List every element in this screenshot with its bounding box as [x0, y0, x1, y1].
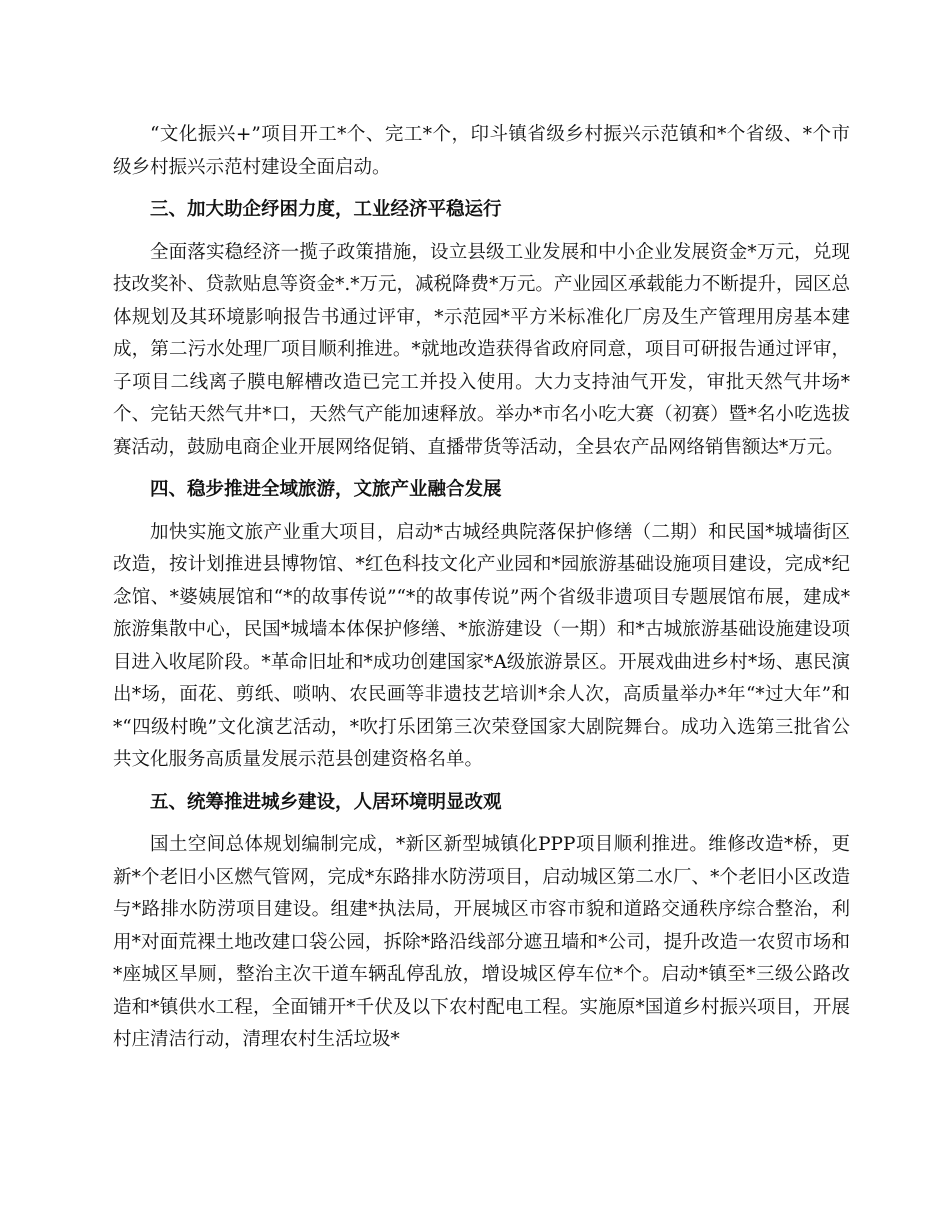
paragraph-cultural-tourism: 加快实施文旅产业重大项目，启动*古城经典院落保护修缮（二期）和民国*城墙街区改造，按计划推进县博物馆、*红色科技文化产业园和*园旅游基础设施项目建设，完成*纪念馆、*婆姨展馆和“*的故事传说”“*的故事传说”两个省级非遗项目专题展馆布展，建成*旅游集散中心，民国*城墙本体保护修缮、*旅游建设（一期）和*古城旅游基础设施建设项目进入收尾阶段。*革命旧址和*成功创建国家*A级旅游景区。开展戏曲进乡村*场、惠民演出*场，面花、剪纸、唢呐、农民画等非遗技艺培训*余人次，高质量举办*年“*过大年”和*“四级村晚”文化演艺活动，*吹打乐团第三次荣登国家大剧院舞台。成功入选第三批省公共文化服务高质量发展示范县创建资格名单。 [113, 521, 850, 770]
paragraph-culture-revival-continued: “文化振兴+”项目开工*个、完工*个，印斗镇省级乡村振兴示范镇和*个省级、*个市级乡村振兴示范村建设全面启动。 [113, 124, 850, 178]
section-heading-3: 三、加大助企纾困力度，工业经济平稳运行 [150, 199, 502, 220]
section-heading-4: 四、稳步推进全域旅游，文旅产业融合发展 [150, 479, 502, 500]
paragraph-industrial-economy: 全面落实稳经济一揽子政策措施，设立县级工业发展和中小企业发展资金*万元，兑现技改奖补、贷款贴息等资金*.*万元，减税降费*万元。产业园区承载能力不断提升，园区总体规划及其环境影响报告书通过评审，*示范园*平方米标准化厂房及生产管理用房基本建成，第二污水处理厂项目顺利推进。*就地改造获得省政府同意，项目可研报告通过评审，子项目二线离子膜电解槽改造已完工并投入使用。大力支持油气开发，审批天然气井场*个、完钻天然气井*口，天然气产能加速释放。举办*市名小吃大赛（初赛）暨*名小吃选拔赛活动，鼓励电商企业开展网络促销、直播带货等活动，全县农产品网络销售额达*万元。 [113, 241, 850, 458]
paragraph-urban-rural-construction: 国土空间总体规划编制完成，*新区新型城镇化PPP项目顺利推进。维修改造*桥，更新*个老旧小区燃气管网，完成*东路排水防涝项目，启动城区第二水厂、*个老旧小区改造与*路排水防涝项目建设。组建*执法局，开展城区市容市貌和道路交通秩序综合整治，利用*对面荒裸土地改建口袋公园，拆除*路沿线部分遮丑墙和*公司，提升改造一农贸市场和*座城区旱厕，整治主次干道车辆乱停乱放，增设城区停车位*个。启动*镇至*三级公路改造和*镇供水工程，全面铺开*千伏及以下农村配电工程。实施原*国道乡村振兴项目，开展村庄清洁行动，清理农村生活垃圾* [113, 834, 850, 1050]
section-heading-5: 五、统筹推进城乡建设，人居环境明显改观 [150, 791, 502, 813]
document-body [113, 119, 850, 1067]
